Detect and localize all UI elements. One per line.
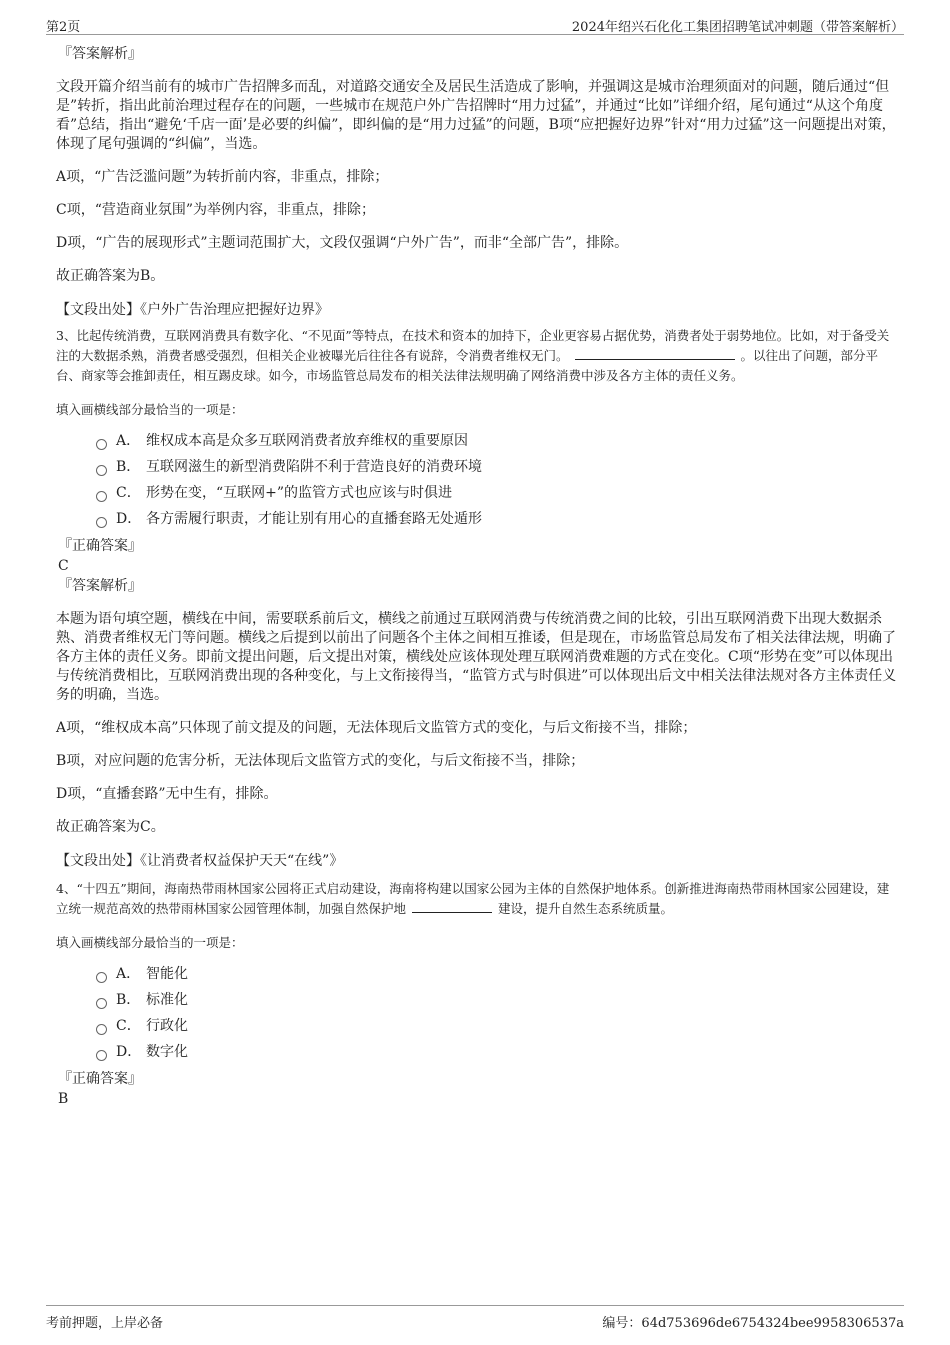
- page-number: 第2页: [46, 20, 81, 35]
- q2-analysis-label: 『答案解析』: [58, 46, 142, 62]
- q4-stem: [56, 879, 898, 919]
- q3-analysis-d: D项，“直播套路”无中生有，排除。: [56, 786, 278, 802]
- radio-icon[interactable]: [96, 517, 107, 528]
- q4-answer-label: 『正确答案』: [58, 1071, 142, 1087]
- radio-icon[interactable]: [96, 1050, 107, 1061]
- q3-prompt: 填入画横线部分最恰当的一项是：: [56, 402, 244, 417]
- document-title: 2024年绍兴石化化工集团招聘笔试冲刺题（带答案解析）: [571, 20, 904, 35]
- q4-stem-before: 4、“十四五”期间，海南热带雨林国家公园将正式启动建设，海南将构建以国家公园为主体的自然保护地体系。创新推进海南热带雨林国家公园建设，建立统一规范高效的热带雨林国家公园管理体制，加强自然保护地: [56, 881, 890, 916]
- radio-icon[interactable]: [96, 491, 107, 502]
- q3-stem-before: 3、比起传统消费，互联网消费具有数字化、“不见面”等特点，在技术和资本的加持下，企业更容易占据优势，消费者处于弱势地位。比如，对于备受关注的大数据杀熟，消费者感受强烈，但相关企业被曝光后往往各有说辞，令消费者维权无门。: [56, 328, 890, 363]
- q3-analysis-label: 『答案解析』: [58, 578, 142, 594]
- q2-analysis-a: A项，“广告泛滥问题”为转折前内容，非重点，排除；: [56, 169, 389, 185]
- q2-analysis-c: C项，“营造商业氛围”为举例内容，非重点，排除；: [56, 202, 376, 218]
- q3-conclusion: 故正确答案为C。: [56, 819, 165, 835]
- q3-answer: C: [58, 558, 69, 574]
- q4-options: [96, 961, 898, 1065]
- q2-source: 【文段出处】《户外广告治理应把握好边界》: [56, 302, 329, 318]
- radio-icon[interactable]: [96, 972, 107, 983]
- q4-blank: [412, 900, 492, 913]
- page-header: [46, 14, 904, 35]
- radio-icon[interactable]: [96, 1024, 107, 1035]
- radio-icon[interactable]: [96, 465, 107, 476]
- q4-option-b[interactable]: B． 标准化: [96, 987, 898, 1013]
- q3-option-a[interactable]: A． 维权成本高是众多互联网消费者放弃维权的重要原因: [96, 428, 898, 454]
- q4-stem-after: 建设，提升自然生态系统质量。: [498, 901, 674, 916]
- radio-icon[interactable]: [96, 439, 107, 450]
- page-footer: [46, 1305, 904, 1331]
- q2-analysis-d: D项，“广告的展现形式”主题词范围扩大，文段仅强调“户外广告”，而非“全部广告”，排除。: [56, 235, 629, 251]
- document-code: 编号：64d753696de6754324bee9958306537a: [602, 1316, 904, 1331]
- q3-answer-label: 『正确答案』: [58, 538, 142, 554]
- q3-analysis: 本题为语句填空题，横线在中间，需要联系前后文，横线之前通过互联网消费与传统消费之间的比较，引出互联网消费下出现大数据杀熟、消费者维权无门等问题。横线之后提到以前出了问题各个主体之间相互推诿，但是现在，市场监管总局发布了相关法律法规，明确了各方主体的责任义务。即前文提出问题，后文提出对策，横线处应该体现处理互联网消费难题的方式在变化。C项“形势在变”可以体现出与传统消费相比，互联网消费出现的各种变化，与上文衔接得当，“监管方式与时俱进”可以体现出后文中相关法律法规对各方主体责任义务的明确，当选。: [56, 611, 897, 703]
- q4-prompt: 填入画横线部分最恰当的一项是：: [56, 935, 244, 950]
- q2-conclusion: 故正确答案为B。: [56, 268, 165, 284]
- q3-blank: [575, 347, 735, 360]
- q3-options: [96, 428, 898, 532]
- q4-option-c[interactable]: C． 行政化: [96, 1013, 898, 1039]
- q4-option-a[interactable]: A． 智能化: [96, 961, 898, 987]
- q3-stem: [56, 326, 898, 386]
- footer-slogan: 考前押题，上岸必备: [46, 1316, 164, 1331]
- q3-option-d[interactable]: D． 各方需履行职责，才能让别有用心的直播套路无处遁形: [96, 506, 898, 532]
- q3-stem-after: 。以往出了问题，部分平台、商家等会推卸责任，相互踢皮球。如今，市场监管总局发布的相关法律法规明确了网络消费中涉及各方主体的责任义务。: [56, 348, 879, 383]
- q3-analysis-a: A项，“维权成本高”只体现了前文提及的问题，无法体现后文监管方式的变化，与后文衔接不当，排除；: [56, 720, 697, 736]
- radio-icon[interactable]: [96, 998, 107, 1009]
- q4-answer: B: [58, 1091, 69, 1107]
- page-content: [56, 44, 898, 1109]
- q2-analysis: 文段开篇介绍当前有的城市广告招牌多而乱，对道路交通安全及居民生活造成了影响，并强调这是城市治理须面对的问题，随后通过“但是”转折，指出此前治理过程存在的问题，一些城市在规范户外广告招牌时“用力过猛”，并通过“比如”详细介绍，尾句通过“从这个角度看”总结，指出“避免‘千店一面’是必要的纠偏”，即纠偏的是“用力过猛”的问题，B项“应把握好边界”针对“用力过猛”这一问题提出对策，体现了尾句强调的“纠偏”，当选。: [56, 79, 896, 152]
- q4-option-d[interactable]: D． 数字化: [96, 1039, 898, 1065]
- q3-option-b[interactable]: B． 互联网滋生的新型消费陷阱不利于营造良好的消费环境: [96, 454, 898, 480]
- q3-analysis-b: B项，对应问题的危害分析，无法体现后文监管方式的变化，与后文衔接不当，排除；: [56, 753, 585, 769]
- q3-source: 【文段出处】《让消费者权益保护天天“在线”》: [56, 853, 344, 869]
- q3-option-c[interactable]: C． 形势在变，“互联网+”的监管方式也应该与时俱进: [96, 480, 898, 506]
